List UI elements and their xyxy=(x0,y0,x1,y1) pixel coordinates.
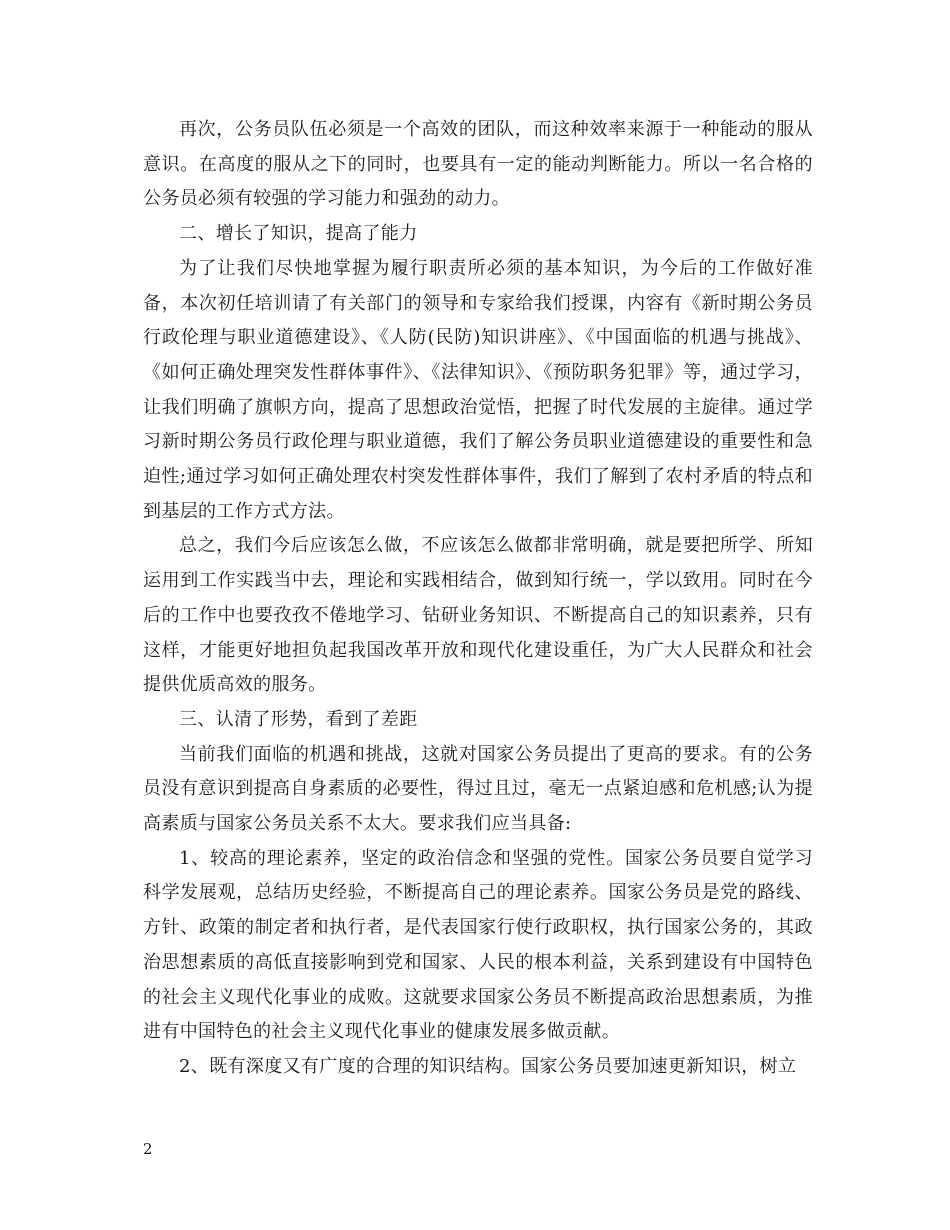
document-body xyxy=(143,113,813,1085)
paragraph-item-2: 2、既有深度又有广度的合理的知识结构。国家公务员要加速更新知识，树立 xyxy=(179,1055,797,1077)
paragraph-efficiency: 再次，公务员队伍必须是一个高效的团队，而这种效率来源于一种能动的服从意识。在高度的服从之下的同时，也要具有一定的能动判断能力。所以一名合格的公务员必须有较强的学习能力和强劲的动力。 xyxy=(143,119,813,210)
paragraph-item-1: 1、较高的理论素养，坚定的政治信念和坚强的党性。国家公务员要自觉学习科学发展观，总结历史经验，不断提高自己的理论素养。国家公务员是党的路线、方针、政策的制定者和执行者，是代表国家行使行政职权，执行国家公务的，其政治思想素质的高低直接影响到党和国家、人民的根本利益，关系到建设有中国特色的社会主义现代化事业的成败。这就要求国家公务员不断提高政治思想素质，为推进有中国特色的社会主义现代化事业的健康发展多做贡献。 xyxy=(143,847,813,1043)
section-heading-knowledge: 二、增长了知识，提高了能力 xyxy=(179,223,418,245)
page-number: 2 xyxy=(143,1140,153,1158)
paragraph-training-courses: 为了让我们尽快地掌握为履行职责所必须的基本知识，为今后的工作做好准备，本次初任培训请了有关部门的领导和专家给我们授课，内容有《新时期公务员行政伦理与职业道德建设》、《人防(民防)知识讲座》、《中国面临的机遇与挑战》、《如何正确处理突发性群体事件》、《法律知识》、《预防职务犯罪》等，通过学习，让我们明确了旗帜方向，提高了思想政治觉悟，把握了时代发展的主旋律。通过学习新时期公务员行政伦理与职业道德，我们了解公务员职业道德建设的重要性和急迫性;通过学习如何正确处理农村突发性群体事件，我们了解到了农村矛盾的特点和到基层的工作方式方法。 xyxy=(143,257,813,522)
paragraph-summary: 总之，我们今后应该怎么做，不应该怎么做都非常明确，就是要把所学、所知运用到工作实践当中去，理论和实践相结合，做到知行统一，学以致用。同时在今后的工作中也要孜孜不倦地学习、钻研业务知识、不断提高自己的知识素养，只有这样，才能更好地担负起我国改革开放和现代化建设重任，为广大人民群众和社会提供优质高效的服务。 xyxy=(143,535,813,696)
section-heading-situation: 三、认清了形势，看到了差距 xyxy=(179,708,418,730)
paragraph-challenges: 当前我们面临的机遇和挑战，这就对国家公务员提出了更高的要求。有的公务员没有意识到提高自身素质的必要性，得过且过，毫无一点紧迫感和危机感;认为提高素质与国家公务员关系不太大。要求我们应当具备: xyxy=(143,743,813,835)
